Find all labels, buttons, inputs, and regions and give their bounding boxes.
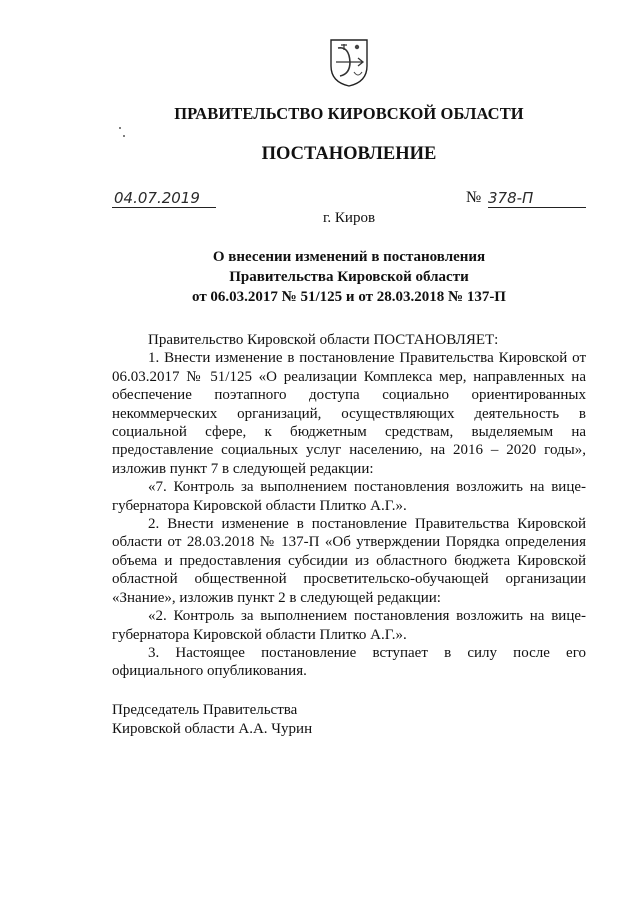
city: г. Киров bbox=[322, 210, 376, 226]
number-value: 378-П bbox=[488, 189, 586, 208]
signature-block bbox=[112, 701, 312, 739]
paragraph-1: 1. Внести изменение в постановление Правительства Кировской от 06.03.2017 № 51/125 «О реализации Комплекса мер, направленных на обеспечение поэтапного доступа социально ориентированных некоммерческих организаций, осуществляющих деятельность в социальной сфере, к бюджетным средствам, выделяемым на предоставление социальных услуг населению, на 2016 – 2020 годы», изложив пункт 7 в следующей редакции: bbox=[112, 350, 586, 477]
document-body bbox=[112, 331, 586, 681]
paragraph-1-quote: «7. Контроль за выполнением постановления возложить на вице-губернатора Кировской области Плитко А.Г.». bbox=[112, 479, 586, 514]
signatory-title: Председатель Правительства bbox=[112, 702, 298, 718]
title-line: Правительства Кировской области bbox=[229, 269, 469, 285]
document-date: 04.07.2019 bbox=[112, 189, 216, 208]
number-sign: № bbox=[466, 189, 482, 206]
paragraph-2-quote: «2. Контроль за выполнением постановления возложить на вице-губернатора Кировской области Плитко А.Г.». bbox=[112, 608, 586, 643]
title-line: от 06.03.2017 № 51/125 и от 28.03.2018 № 137-П bbox=[192, 289, 506, 305]
coat-of-arms-emblem bbox=[328, 36, 370, 88]
title-line: О внесении изменений в постановления bbox=[212, 249, 486, 265]
resolution-preamble: Правительство Кировской области ПОСТАНОВЛЯЕТ: bbox=[148, 332, 499, 348]
paragraph-2: 2. Внести изменение в постановление Правительства Кировской области от 28.03.2018 № 137-П «Об утверждении Порядка определения объема и предоставления субсидии из областного бюджета Кировской областной общественной просветительско-обучающей организации «Знание», изложив пункт 2 в следующей редакции: bbox=[112, 516, 586, 606]
scan-speck bbox=[119, 127, 121, 129]
document-title bbox=[0, 247, 640, 307]
organization-name: ПРАВИТЕЛЬСТВО КИРОВСКОЙ ОБЛАСТИ bbox=[174, 104, 524, 123]
signatory-name: Кировской области А.А. Чурин bbox=[112, 721, 313, 737]
document-type: ПОСТАНОВЛЕНИЕ bbox=[261, 144, 437, 164]
paragraph-3: 3. Настоящее постановление вступает в силу после его официального опубликования. bbox=[112, 644, 586, 680]
scan-speck bbox=[123, 135, 125, 137]
document-number bbox=[466, 189, 586, 207]
